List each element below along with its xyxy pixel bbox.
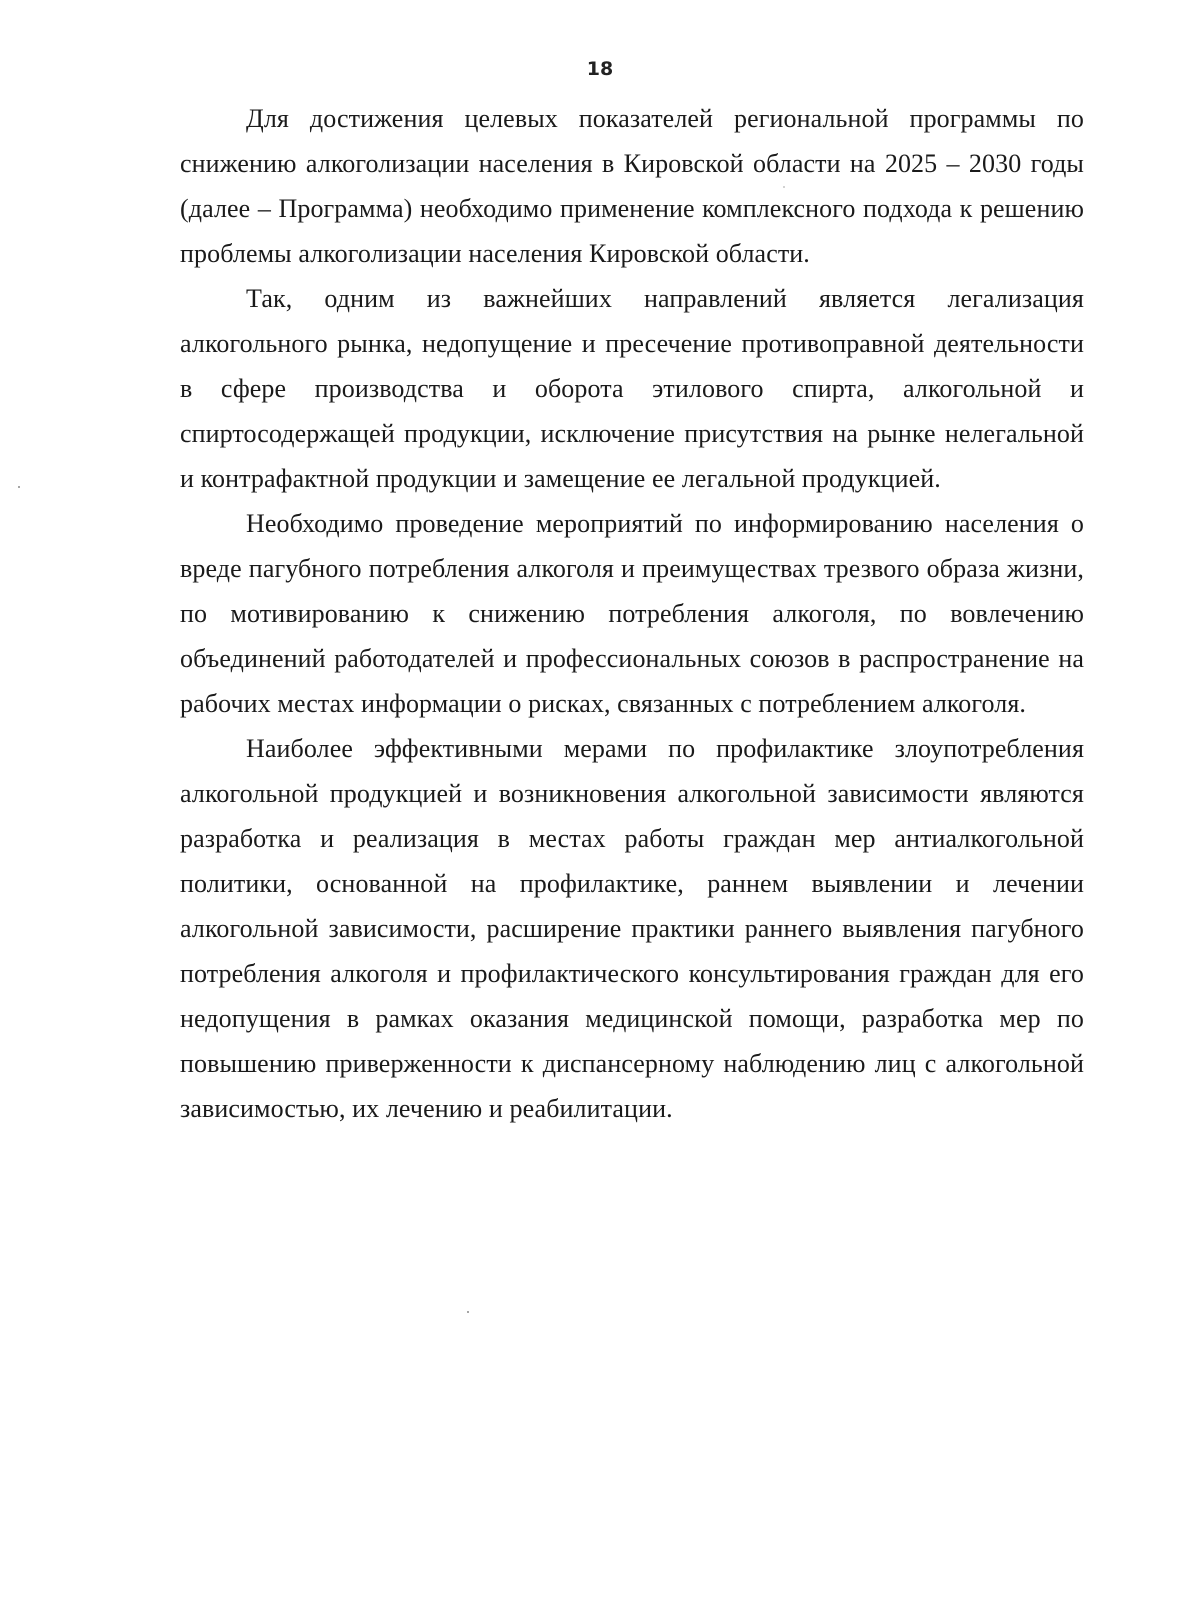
page-number: 18 (586, 58, 614, 80)
paragraph-market-legalization: Так, одним из важнейших направлений является легализация алкогольного рынка, недопущение и пресечение противоправной деятельности в сфере производства и оборота этилового спирта, алкогольной и спиртосодержащей продукции, исключение присутствия на рынке нелегальной и контрафактной продукции и замещение ее легальной продукцией. (180, 284, 1084, 493)
document-body (180, 96, 1084, 1131)
paragraph-program-goals: Для достижения целевых показателей региональной программы по снижению алкоголизации населения в Кировской области на 2025 – 2030 годы (далее – Программа) необходимо применение комплексного подхода к решению проблемы алкоголизации населения Кировской области. (180, 104, 1084, 268)
scan-speck (467, 1311, 469, 1313)
paragraph-prevention-measures: Наиболее эффективными мерами по профилактике злоупотребления алкогольной продукцией и возникновения алкогольной зависимости являются разработка и реализация в местах работы граждан мер антиалкогольной политики, основанной на профилактике, раннем выявлении и лечении алкогольной зависимости, расширение практики раннего выявления пагубного потребления алкоголя и профилактического консультирования граждан для его недопущения в рамках оказания медицинской помощи, разработка мер по повышению приверженности к диспансерному наблюдению лиц с алкогольной зависимостью, их лечению и реабилитации. (180, 734, 1084, 1123)
scan-speck (783, 186, 785, 188)
scan-speck (18, 486, 20, 488)
paragraph-public-information: Необходимо проведение мероприятий по информированию населения о вреде пагубного потребления алкоголя и преимуществах трезвого образа жизни, по мотивированию к снижению потребления алкоголя, по вовлечению объединений работодателей и профессиональных союзов в распространение на рабочих местах информации о рисках, связанных с потреблением алкоголя. (180, 509, 1084, 718)
